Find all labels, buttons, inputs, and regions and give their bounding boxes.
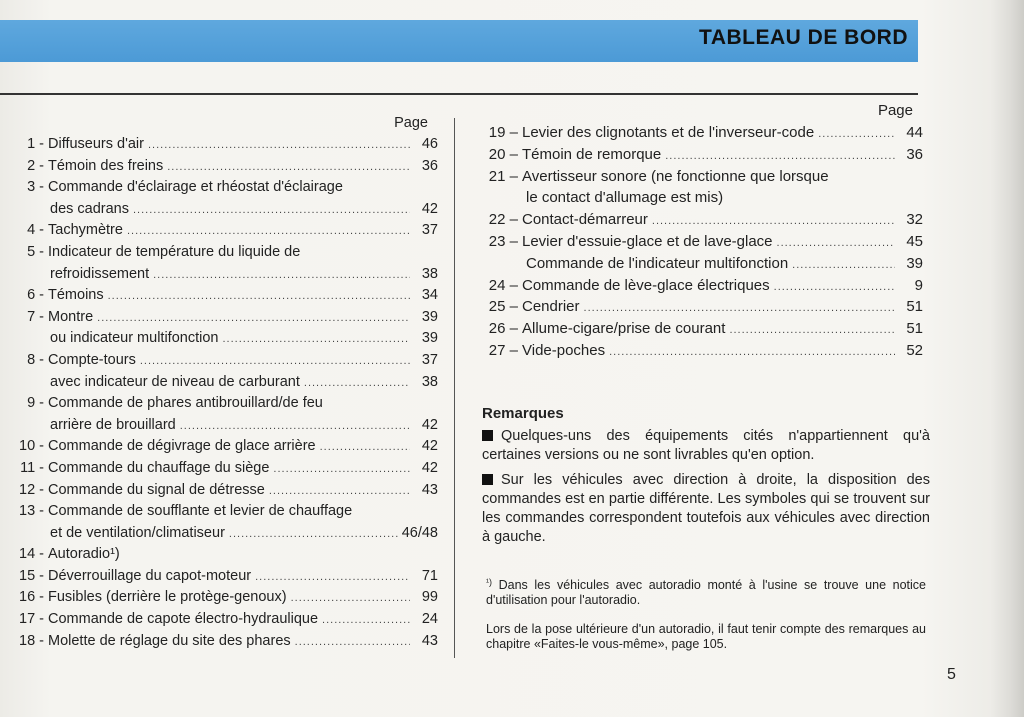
legend-entry: [478, 166, 923, 188]
entry-page: 39: [421, 308, 438, 325]
legend-entry: [10, 609, 438, 631]
entry-text: Commande de l'indicateur multifonction: [526, 254, 789, 272]
entry-number: 21 –: [488, 167, 518, 185]
legend-entry: [478, 296, 923, 318]
leader-dots: [665, 146, 895, 168]
leader-dots: [777, 233, 895, 255]
remark-text: Quelques-uns des équipements cités n'appartiennent qu'à certaines versions ou ne sont livrables qu'en option.: [482, 428, 930, 463]
legend-entry: [10, 264, 438, 286]
entry-text: Allume-cigare/prise de courant: [522, 320, 726, 338]
footnote-text: Lors de la pose ultérieure d'un autoradio, il faut tenir compte des remarques au chapitre «Faites-le vous-même», page 105.: [486, 622, 926, 651]
legend-entry: [10, 307, 438, 329]
remarks-title: Remarques: [482, 405, 564, 422]
footnote-2: [486, 622, 926, 652]
remark-text: Sur les véhicules avec direction à droite, la disposition des commandes est en partie différente. Les symboles qui se trouvent sur les commandes correspondent toutefois aux véhicules avec direction à gauche.: [482, 472, 930, 545]
legend-entry: [478, 187, 923, 209]
entry-number: 6 -: [27, 287, 44, 304]
entry-number: 2 -: [27, 157, 44, 174]
entry-page: 38: [421, 265, 438, 282]
leader-dots: [291, 588, 410, 610]
leader-dots: [148, 135, 410, 157]
entry-page: 44: [906, 124, 923, 141]
legend-entry: [10, 415, 438, 437]
legend-entry: [10, 501, 438, 523]
entry-number: 11 -: [20, 459, 44, 476]
column-divider: [454, 118, 455, 658]
footnote-1: [486, 575, 926, 608]
entry-number: 12 -: [19, 481, 44, 498]
legend-entry: [10, 587, 438, 609]
entry-page: 71: [421, 567, 438, 584]
leader-dots: [269, 481, 410, 503]
entry-page: 42: [421, 416, 438, 433]
entry-text: Commande d'éclairage et rhéostat d'éclairage: [48, 179, 343, 196]
entry-page: 36: [421, 157, 438, 174]
entry-page: 34: [421, 287, 438, 304]
entry-text: Tachymètre: [48, 222, 123, 239]
entry-text: Témoin de remorque: [522, 145, 662, 163]
legend-entry: [10, 480, 438, 502]
entry-text: Indicateur de température du liquide de: [48, 243, 301, 260]
remark-item: [482, 471, 930, 547]
remark-item: [482, 427, 930, 465]
entry-page: 52: [906, 341, 923, 359]
footnotes: [486, 575, 926, 666]
entry-number: 25 –: [488, 298, 518, 316]
legend-entry: [478, 122, 923, 144]
leader-dots: [153, 265, 410, 287]
legend-entry: [478, 253, 923, 275]
footnote-text: Dans les véhicules avec autoradio monté à l'usine se trouve une notice d'utilisation pour l'autoradio.: [486, 578, 926, 607]
entry-number: 27 –: [488, 341, 518, 359]
entry-text: Levier d'essuie-glace et de lave-glace: [522, 232, 773, 250]
entry-page: 42: [421, 459, 438, 476]
entry-text: Contact-démarreur: [522, 211, 648, 229]
leader-dots: [295, 632, 410, 654]
entry-text: Commande de lève-glace électriques: [522, 276, 770, 294]
legend-entry: [10, 458, 438, 480]
legend-entry: [478, 144, 923, 166]
entry-page: 99: [421, 589, 438, 606]
entry-text: Vide-poches: [522, 341, 606, 359]
legend-entry: [10, 566, 438, 588]
section-title: TABLEAU DE BORD: [699, 26, 908, 49]
entry-page: 46: [421, 136, 438, 152]
entry-number: 1 -: [27, 136, 44, 152]
leader-dots: [304, 373, 410, 395]
legend-entry: [10, 436, 438, 458]
bullet-square-icon: [482, 474, 493, 485]
leader-dots: [774, 277, 895, 299]
leader-dots: [140, 351, 410, 373]
legend-list-right: [478, 100, 923, 362]
entry-text: Fusibles (derrière le protège-genoux): [48, 589, 287, 606]
legend-entry: [10, 372, 438, 394]
entry-page: 45: [906, 232, 923, 250]
entry-page: 42: [421, 200, 438, 217]
entry-page: 51: [906, 320, 923, 338]
leader-dots: [108, 286, 410, 308]
entry-text: avec indicateur de niveau de carburant: [50, 373, 300, 390]
entry-text: Diffuseurs d'air: [48, 136, 144, 152]
entry-page: 39: [906, 254, 923, 272]
binding-shadow: [990, 0, 1024, 717]
entry-text: Compte-tours: [48, 351, 136, 368]
entry-number: 13 -: [19, 503, 44, 520]
leader-dots: [584, 298, 895, 320]
entry-page: 38: [421, 373, 438, 390]
leader-dots: [167, 157, 410, 179]
bullet-square-icon: [482, 430, 493, 441]
leader-dots: [729, 320, 895, 342]
entry-page: 24: [421, 611, 438, 628]
entry-text: Molette de réglage du site des phares: [48, 632, 291, 649]
entry-text: le contact d'allumage est mis): [526, 189, 724, 207]
page-column-heading: Page: [877, 102, 913, 119]
entry-number: 14 -: [19, 546, 44, 563]
entry-number: 4 -: [27, 222, 44, 239]
leader-dots: [320, 437, 410, 459]
entry-page: 42: [421, 438, 438, 455]
leader-dots: [818, 124, 895, 146]
entry-number: 9 -: [27, 395, 44, 412]
legend-entry: [478, 340, 923, 362]
legend-entry: [10, 393, 438, 415]
entry-text: Commande de dégivrage de glace arrière: [48, 438, 316, 455]
entry-number: 17 -: [19, 611, 44, 628]
legend-entry: [10, 523, 438, 545]
entry-page: 46/48: [401, 524, 438, 541]
entry-text: Commande du signal de détresse: [48, 481, 265, 498]
entry-number: 22 –: [488, 211, 518, 229]
entry-number: 18 -: [19, 632, 44, 649]
entry-text: Levier des clignotants et de l'inverseur-code: [522, 124, 815, 141]
leader-dots: [792, 255, 895, 277]
entry-number: 24 –: [488, 276, 518, 294]
entry-text: Commande de soufflante et levier de chauffage: [48, 503, 353, 520]
entry-page: 32: [906, 211, 923, 229]
page-number: 5: [947, 666, 956, 683]
entry-text: Commande de phares antibrouillard/de feu: [48, 395, 323, 412]
header-rule: [0, 93, 918, 95]
entry-page: 43: [421, 632, 438, 649]
leader-dots: [609, 342, 895, 364]
leader-dots: [652, 211, 895, 233]
entry-text: Avertisseur sonore (ne fonctionne que lorsque: [522, 167, 829, 185]
leader-dots: [255, 567, 410, 589]
header-bar: [0, 20, 918, 62]
legend-entry: [10, 220, 438, 242]
entry-page: 43: [421, 481, 438, 498]
legend-list-left: [10, 112, 438, 652]
entry-text: refroidissement: [50, 265, 150, 282]
leader-dots: [97, 308, 410, 330]
entry-text: Montre: [48, 308, 94, 325]
entry-number: 7 -: [27, 308, 44, 325]
leader-dots: [133, 200, 410, 222]
entry-number: 26 –: [488, 320, 518, 338]
entry-text: Témoin des freins: [48, 157, 164, 174]
entry-number: 10 -: [19, 438, 44, 455]
remarks-section: [482, 404, 930, 553]
legend-entry: [10, 134, 438, 156]
entry-page: 37: [421, 222, 438, 239]
leader-dots: [180, 416, 410, 438]
legend-entry: [478, 231, 923, 253]
entry-text: des cadrans: [50, 200, 129, 217]
entry-text: Déverrouillage du capot-moteur: [48, 567, 252, 584]
leader-dots: [322, 610, 410, 632]
legend-entry: [478, 209, 923, 231]
entry-number: 15 -: [19, 567, 44, 584]
entry-page: 51: [906, 298, 923, 316]
legend-entry: [10, 328, 438, 350]
entry-text: Commande de capote électro-hydraulique: [48, 611, 319, 628]
entry-number: 16 -: [19, 589, 44, 606]
leader-dots: [229, 524, 398, 546]
entry-number: 5 -: [27, 243, 44, 260]
entry-number: 20 –: [488, 145, 518, 163]
footnote-marker: ¹): [486, 577, 492, 587]
leader-dots: [127, 221, 410, 243]
legend-entry: [478, 275, 923, 297]
entry-text: Autoradio¹): [48, 546, 120, 563]
entry-page: 39: [421, 330, 438, 347]
legend-entry: [10, 199, 438, 221]
leader-dots: [273, 459, 410, 481]
entry-text: Cendrier: [522, 298, 580, 316]
legend-entry: [10, 285, 438, 307]
entry-text: arrière de brouillard: [50, 416, 176, 433]
entry-text: Commande du chauffage du siège: [48, 459, 270, 476]
legend-entry: [10, 156, 438, 178]
entry-number: 8 -: [27, 351, 44, 368]
entry-text: ou indicateur multifonction: [50, 330, 219, 347]
legend-entry: [10, 350, 438, 372]
entry-number: 3 -: [27, 179, 44, 196]
entry-number: 23 –: [488, 232, 518, 250]
legend-entry: [10, 242, 438, 264]
entry-text: et de ventilation/climatiseur: [50, 524, 225, 541]
page-column-heading: Page: [394, 115, 428, 131]
legend-entry: [10, 544, 438, 566]
entry-number: 19 –: [488, 124, 518, 141]
legend-entry: [478, 318, 923, 340]
entry-text: Témoins: [48, 287, 104, 304]
entry-page: 37: [421, 351, 438, 368]
legend-entry: [10, 631, 438, 653]
entry-page: 9: [914, 276, 923, 294]
legend-entry: [10, 177, 438, 199]
leader-dots: [222, 329, 410, 351]
entry-page: 36: [906, 145, 923, 163]
